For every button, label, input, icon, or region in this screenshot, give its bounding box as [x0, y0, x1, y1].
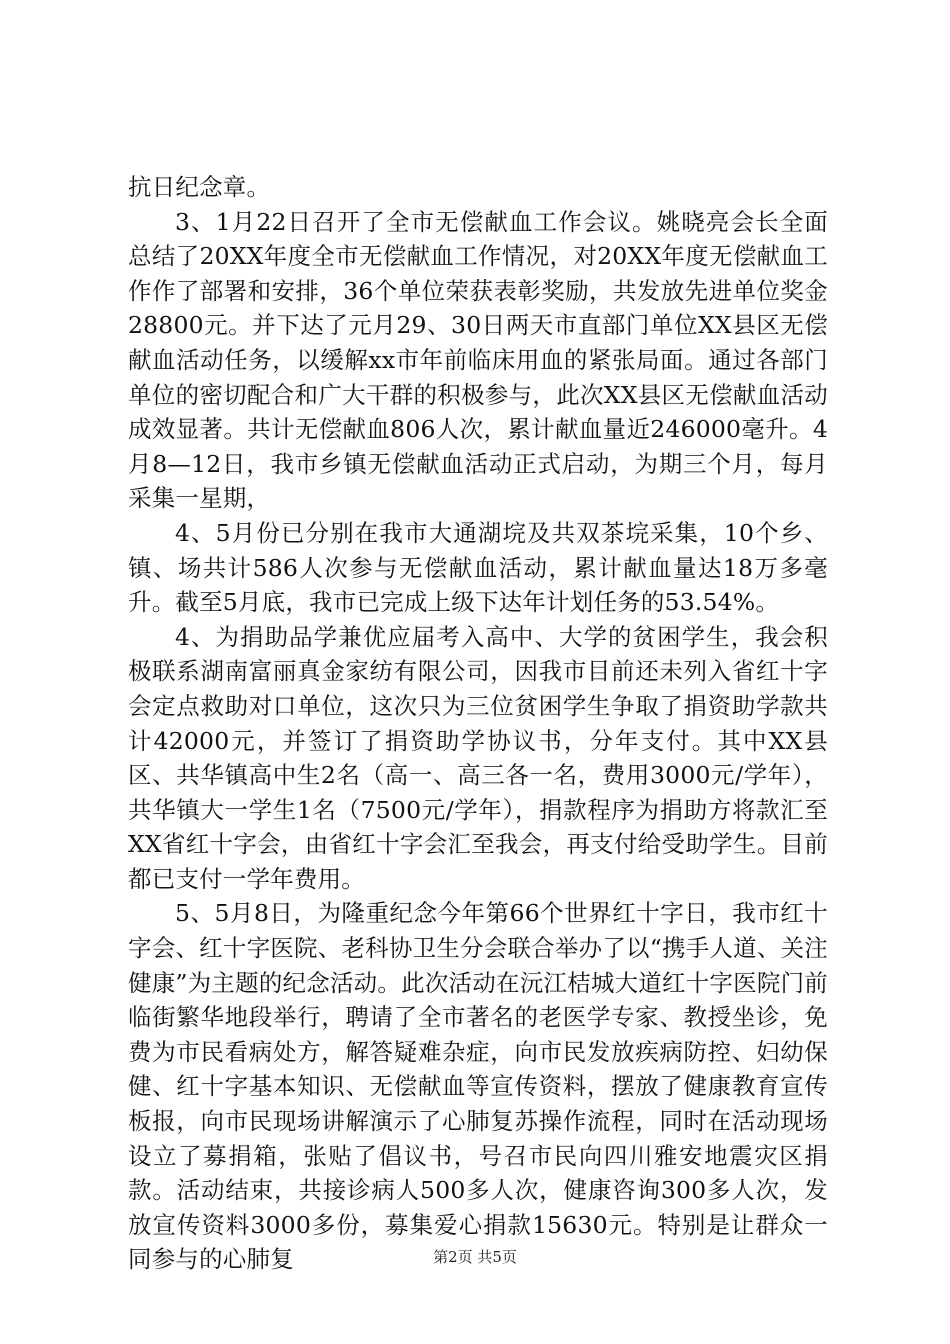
page-number-footer: 第2页 共5页 — [433, 1248, 517, 1266]
paragraph-item-4a: 4、5月份已分别在我市大通湖垸及共双茶垸采集，10个乡、镇、场共计586人次参与无偿献血活动，累计献血量达18万多毫升。截至5月底，我市已完成上级下达年计划任务的53.54%。 — [128, 518, 828, 617]
paragraph-item-4b: 4、为捐助品学兼优应届考入高中、大学的贫困学生，我会积极联系湖南富丽真金家纺有限公司，因我市目前还未列入省红十字会定点救助对口单位，这次只为三位贫困学生争取了捐资助学款共计42000元，并签订了捐资助学协议书，分年支付。其中XX县区、共华镇高中生2名（高一、高三各一名，费用3000元/学年），共华镇大一学生1名（7500元/学年），捐款程序为捐助方将款汇至XX省红十字会，由省红十字会汇至我会，再支付给受助学生。目前都已支付一学年费用。 — [128, 622, 828, 893]
body-text — [128, 170, 828, 1277]
paragraph-item-3: 3、1月22日召开了全市无偿献血工作会议。姚晓亮会长全面总结了20XX年度全市无偿献血工作情况，对20XX年度无偿献血工作作了部署和安排，36个单位荣获表彰奖励，共发放先进单位奖金28800元。并下达了元月29、30日两天市直部门单位XX县区无偿献血活动任务，以缓解xx市年前临床用血的紧张局面。通过各部门单位的密切配合和广大干群的积极参与，此次XX县区无偿献血活动成效显著。共计无偿献血806人次，累计献血量近246000毫升。4月8—12日，我市乡镇无偿献血活动正式启动，为期三个月，每月采集一星期， — [128, 207, 828, 513]
paragraph-continuation: 抗日纪念章。 — [128, 173, 271, 201]
paragraph-item-5: 5、5月8日，为隆重纪念今年第66个世界红十字日，我市红十字会、红十字医院、老科协卫生分会联合举办了以“携手人道、关注健康”为主题的纪念活动。此次活动在沅江桔城大道红十字医院门前临街繁华地段举行，聘请了全市著名的老医学专家、教授坐诊，免费为市民看病处方，解答疑难杂症，向市民发放疾病防控、妇幼保健、红十字基本知识、无偿献血等宣传资料，摆放了健康教育宣传板报，向市民现场讲解演示了心肺复苏操作流程，同时在活动现场设立了募捐箱，张贴了倡议书，号召市民向四川雅安地震灾区捐款。活动结束，共接诊病人500多人次，健康咨询300多人次，发放宣传资料3000多份，募集爱心捐款15630元。特别是让群众一同参与的心肺复 — [128, 899, 828, 1274]
